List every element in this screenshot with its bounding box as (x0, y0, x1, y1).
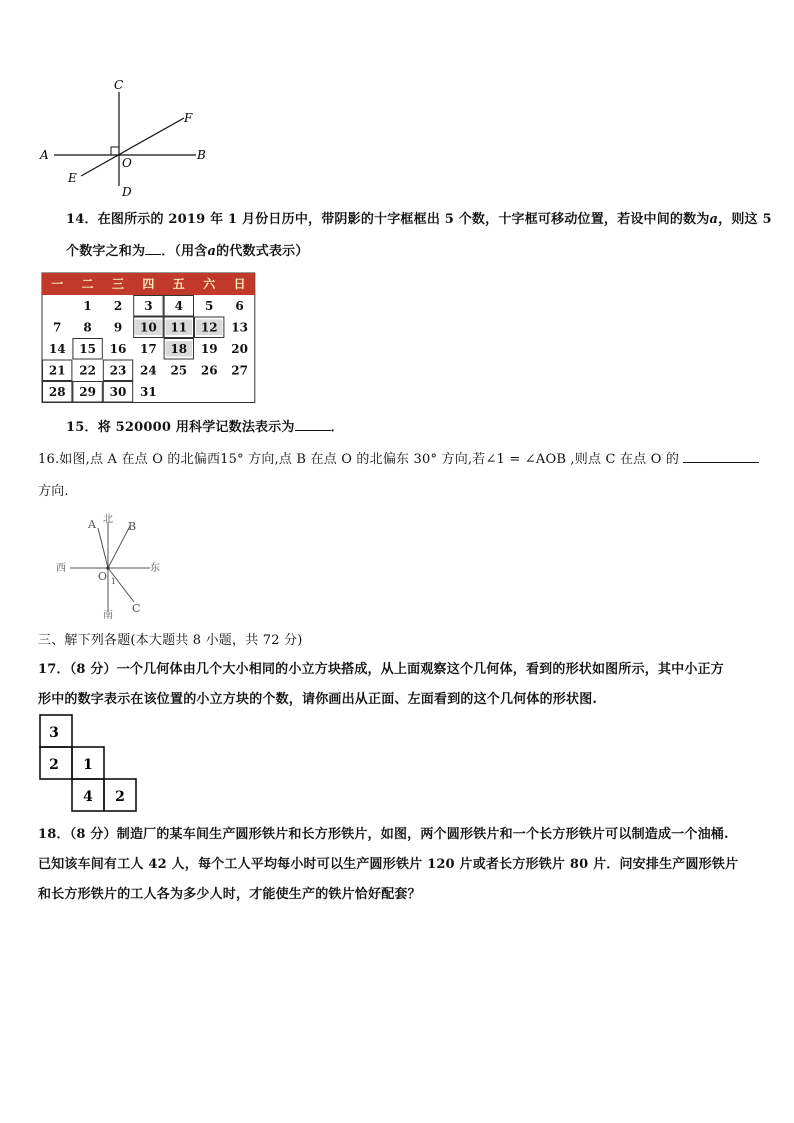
date-cell: 31 (140, 385, 157, 399)
right-angle-mark (111, 147, 119, 155)
label-o: O (122, 156, 132, 170)
label-a: A (40, 148, 49, 162)
top-view-grid (38, 713, 142, 813)
date-cell: 22 (79, 363, 96, 378)
q14-line2: 个数字之和为 ．（用含a的代数式表示） (66, 244, 309, 259)
label-b: B (128, 520, 137, 533)
grid-number: 4 (83, 789, 93, 805)
date-cell: 10 (140, 320, 157, 335)
date-cell: 12 (200, 320, 218, 335)
weekday-label: 三 (111, 277, 125, 291)
q18-line3: 和长方形铁片的工人各为多少人时，才能使生产的铁片恰好配套？ (38, 887, 421, 902)
q14-line1: 14．在图所示的 2019 年 1 月份日历中，带阴影的十字框框出 5 个数，十字框可移动位置，若设中间的数为a，则这 5 (66, 212, 772, 227)
section-title: 三、解下列各题(本大题共 8 小题，共 72 分) (38, 633, 303, 648)
label-c: C (132, 602, 141, 615)
date-cell: 2 (113, 299, 123, 313)
date-cell: 17 (140, 342, 157, 356)
date-cell: 18 (170, 342, 188, 356)
answer-blank[interactable] (145, 242, 161, 255)
date-cell: 3 (144, 299, 153, 313)
label-e: E (68, 171, 77, 185)
label-south: 南 (103, 610, 113, 620)
date-cell: 29 (79, 385, 96, 399)
direction-figure (54, 512, 170, 620)
weekday-label: 四 (142, 277, 155, 291)
line-ef (81, 118, 184, 176)
date-cell: 6 (235, 299, 244, 313)
q15-line: 15．将 520000 用科学记数法表示为 ． (66, 420, 344, 435)
label-angle-1: 1 (111, 577, 117, 586)
date-cell: 15 (79, 342, 96, 356)
date-cell: 14 (48, 342, 66, 356)
q17-line1: 17．（8 分）一个几何体由几个大小相同的小立方块搭成，从上面观察这个几何体，看到的形状如图所示，其中小正方 (38, 662, 724, 677)
label-a: A (88, 518, 96, 531)
angle-figure (36, 76, 216, 200)
grid-number: 2 (49, 757, 59, 773)
answer-blank[interactable] (295, 418, 331, 431)
date-cell: 20 (231, 342, 248, 356)
date-cell: 5 (205, 299, 214, 313)
weekday-label: 日 (233, 277, 246, 291)
weekday-label: 二 (81, 277, 94, 291)
date-cell: 9 (113, 320, 123, 335)
date-cell: 30 (109, 385, 127, 399)
label-o: O (98, 570, 108, 583)
weekday-label: 五 (172, 277, 185, 291)
q16-line1: 16.如图,点 A 在点 O 的北偏西15° 方向,点 B 在点 O 的北偏东 30° 方向,若∠1 = ∠AOB ,则点 C 在点 O 的 (38, 448, 759, 467)
label-d: D (122, 185, 132, 199)
date-cell: 28 (48, 385, 66, 399)
weekday-label: 一 (51, 277, 64, 291)
date-cell: 11 (170, 320, 188, 335)
date-cell: 24 (140, 363, 157, 378)
label-b: B (197, 148, 206, 162)
date-cell: 4 (174, 299, 183, 313)
q18-line1: 18．（8 分）制造厂的某车间生产圆形铁片和长方形铁片，如图，两个圆形铁片和一个长方形铁片可以制造成一个油桶. (38, 827, 729, 842)
ray-ob (108, 526, 130, 568)
answer-blank[interactable] (683, 450, 759, 463)
label-c: C (114, 78, 124, 92)
date-cell: 7 (53, 320, 62, 335)
label-east: 东 (150, 563, 160, 574)
date-cell: 8 (83, 320, 92, 335)
date-cell: 13 (231, 320, 248, 335)
date-cell: 19 (200, 342, 218, 356)
q18-line2: 已知该车间有工人 42 人，每个工人平均每小时可以生产圆形铁片 120 片或者长方形铁片 80 片．问安排生产圆形铁片 (38, 857, 739, 872)
date-cell: 16 (109, 342, 127, 356)
q16-line2: 方向. (38, 484, 69, 499)
date-cell: 25 (170, 363, 188, 378)
date-cell: 1 (83, 299, 92, 313)
calendar-table (40, 271, 258, 403)
ray-oa (98, 528, 108, 568)
grid-number: 3 (49, 725, 59, 741)
q17-line2: 形中的数字表示在该位置的小立方块的个数，请你画出从正面、左面看到的这个几何体的形状图. (38, 692, 598, 707)
date-cell: 26 (200, 363, 218, 378)
weekday-label: 六 (203, 277, 216, 291)
label-f: F (184, 111, 193, 125)
date-cell: 27 (231, 363, 248, 378)
grid-number: 1 (83, 757, 93, 773)
grid-number: 2 (115, 789, 125, 805)
label-north: 北 (103, 514, 113, 525)
date-cell: 21 (48, 363, 66, 378)
date-cell: 23 (109, 363, 127, 378)
label-west: 西 (56, 563, 66, 574)
